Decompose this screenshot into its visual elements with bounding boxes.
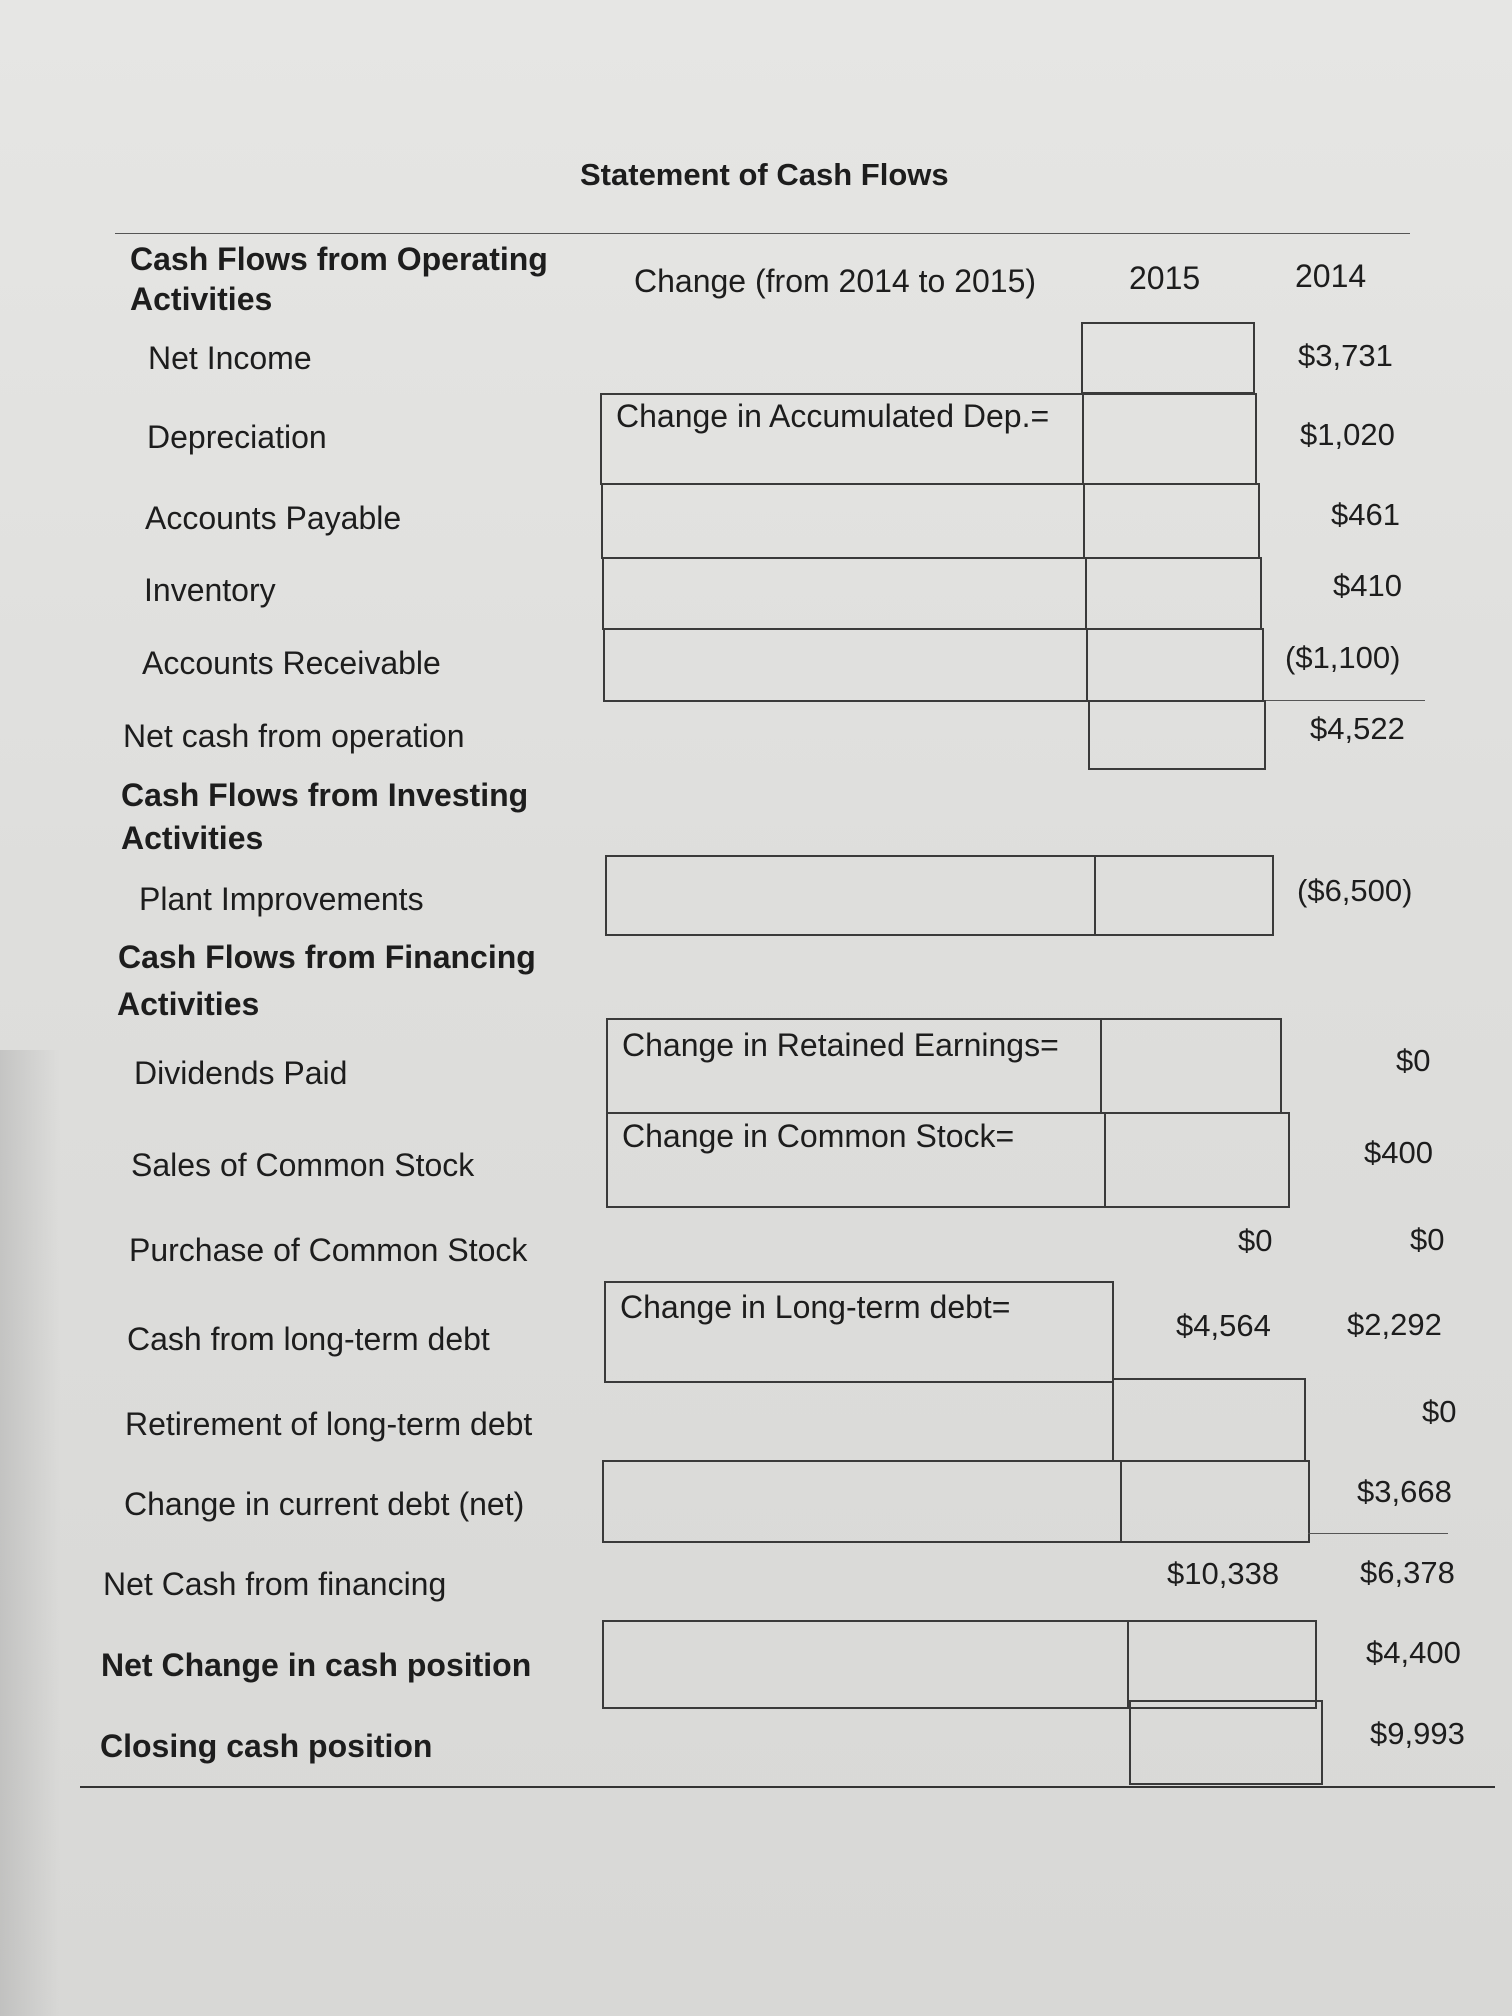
change-label-long-term-debt: Change in Long-term debt= bbox=[620, 1289, 1011, 1325]
row-label-net-income: Net Income bbox=[148, 340, 312, 376]
row-label-purchase-common-stock: Purchase of Common Stock bbox=[129, 1232, 528, 1268]
grid-divider bbox=[1127, 1620, 1129, 1709]
grid-divider bbox=[1083, 483, 1085, 559]
operating-heading: Cash Flows from Operating bbox=[130, 241, 548, 277]
row-label-sales-common-stock: Sales of Common Stock bbox=[131, 1147, 475, 1183]
value-2014-purchase-common-stock: $0 bbox=[1410, 1222, 1445, 1257]
value-2014-accounts-payable: $461 bbox=[1331, 497, 1400, 532]
row-label-net-change-cash: Net Change in cash position bbox=[101, 1647, 532, 1683]
value-2014-net-cash-financing: $6,378 bbox=[1360, 1555, 1455, 1590]
bottom-rule bbox=[80, 1786, 1495, 1788]
page-title: Statement of Cash Flows bbox=[580, 157, 949, 192]
value-2015-net-cash-financing: $10,338 bbox=[1167, 1556, 1280, 1591]
input-2015-closing-cash[interactable] bbox=[1129, 1700, 1323, 1785]
value-2014-cash-long-term-debt: $2,292 bbox=[1347, 1307, 1442, 1342]
value-2014-net-change-cash: $4,400 bbox=[1366, 1635, 1461, 1670]
row-label-net-cash-financing: Net Cash from financing bbox=[103, 1566, 447, 1602]
subtotal-rule bbox=[1308, 1533, 1448, 1534]
row-label-cash-long-term-debt: Cash from long-term debt bbox=[127, 1321, 490, 1357]
accounts-payable-input-row[interactable] bbox=[601, 483, 1260, 559]
value-2015-purchase-common-stock: $0 bbox=[1238, 1223, 1273, 1258]
net-change-input-row[interactable] bbox=[602, 1620, 1317, 1709]
financing-heading-line2: Activities bbox=[117, 986, 260, 1022]
current-debt-input-row[interactable] bbox=[602, 1460, 1310, 1543]
change-label-retained-earnings: Change in Retained Earnings= bbox=[622, 1027, 1059, 1063]
row-label-net-cash-operation: Net cash from operation bbox=[123, 718, 465, 754]
operating-heading-line2: Activities bbox=[130, 281, 273, 317]
value-2014-closing-cash: $9,993 bbox=[1370, 1716, 1465, 1751]
grid-divider bbox=[1104, 1112, 1106, 1208]
input-2015-net-cash-operation[interactable] bbox=[1088, 700, 1266, 770]
row-label-dividends-paid: Dividends Paid bbox=[134, 1055, 348, 1091]
plant-improvements-input-row[interactable] bbox=[605, 855, 1274, 936]
value-2014-change-current-debt: $3,668 bbox=[1357, 1474, 1452, 1509]
value-2015-cash-long-term-debt: $4,564 bbox=[1176, 1308, 1271, 1343]
grid-divider bbox=[1082, 393, 1084, 485]
change-label-common-stock: Change in Common Stock= bbox=[622, 1118, 1015, 1154]
input-2015-net-income[interactable] bbox=[1081, 322, 1255, 394]
row-label-plant-improvements: Plant Improvements bbox=[139, 881, 424, 917]
row-label-accounts-receivable: Accounts Receivable bbox=[142, 645, 441, 681]
row-label-depreciation: Depreciation bbox=[147, 419, 327, 455]
investing-heading: Cash Flows from Investing bbox=[121, 777, 529, 813]
row-label-closing-cash: Closing cash position bbox=[100, 1728, 433, 1764]
column-header-2015: 2015 bbox=[1129, 260, 1201, 296]
grid-divider bbox=[1085, 557, 1087, 630]
value-2014-net-income: $3,731 bbox=[1298, 338, 1393, 373]
row-label-inventory: Inventory bbox=[144, 572, 276, 608]
header-rule bbox=[115, 233, 1410, 234]
subtotal-rule bbox=[1262, 700, 1425, 701]
value-2014-depreciation: $1,020 bbox=[1300, 417, 1395, 452]
grid-divider bbox=[1120, 1460, 1122, 1543]
input-2015-retirement-debt[interactable] bbox=[1112, 1378, 1306, 1462]
grid-divider bbox=[1100, 1018, 1102, 1114]
value-2014-retirement-long-term-debt: $0 bbox=[1422, 1394, 1457, 1429]
row-label-change-current-debt: Change in current debt (net) bbox=[124, 1486, 525, 1522]
value-2014-inventory: $410 bbox=[1333, 568, 1402, 603]
financing-heading: Cash Flows from Financing bbox=[118, 939, 536, 975]
value-2014-plant-improvements: ($6,500) bbox=[1297, 873, 1413, 908]
row-label-retirement-long-term-debt: Retirement of long-term debt bbox=[125, 1406, 533, 1442]
grid-divider bbox=[1094, 855, 1096, 936]
column-header-change: Change (from 2014 to 2015) bbox=[634, 263, 1037, 299]
accounts-receivable-input-row[interactable] bbox=[603, 628, 1264, 702]
value-2014-dividends-paid: $0 bbox=[1396, 1043, 1431, 1078]
page-shadow bbox=[0, 1050, 60, 2016]
value-2014-sales-common-stock: $400 bbox=[1364, 1135, 1433, 1170]
change-label-accumulated-dep: Change in Accumulated Dep.= bbox=[616, 398, 1050, 434]
inventory-input-row[interactable] bbox=[602, 557, 1262, 630]
value-2014-accounts-receivable: ($1,100) bbox=[1285, 640, 1401, 675]
investing-heading-line2: Activities bbox=[121, 820, 264, 856]
column-header-2014: 2014 bbox=[1295, 258, 1367, 294]
row-label-accounts-payable: Accounts Payable bbox=[145, 500, 402, 536]
grid-divider bbox=[1086, 628, 1088, 702]
value-2014-net-cash-operation: $4,522 bbox=[1310, 711, 1405, 746]
